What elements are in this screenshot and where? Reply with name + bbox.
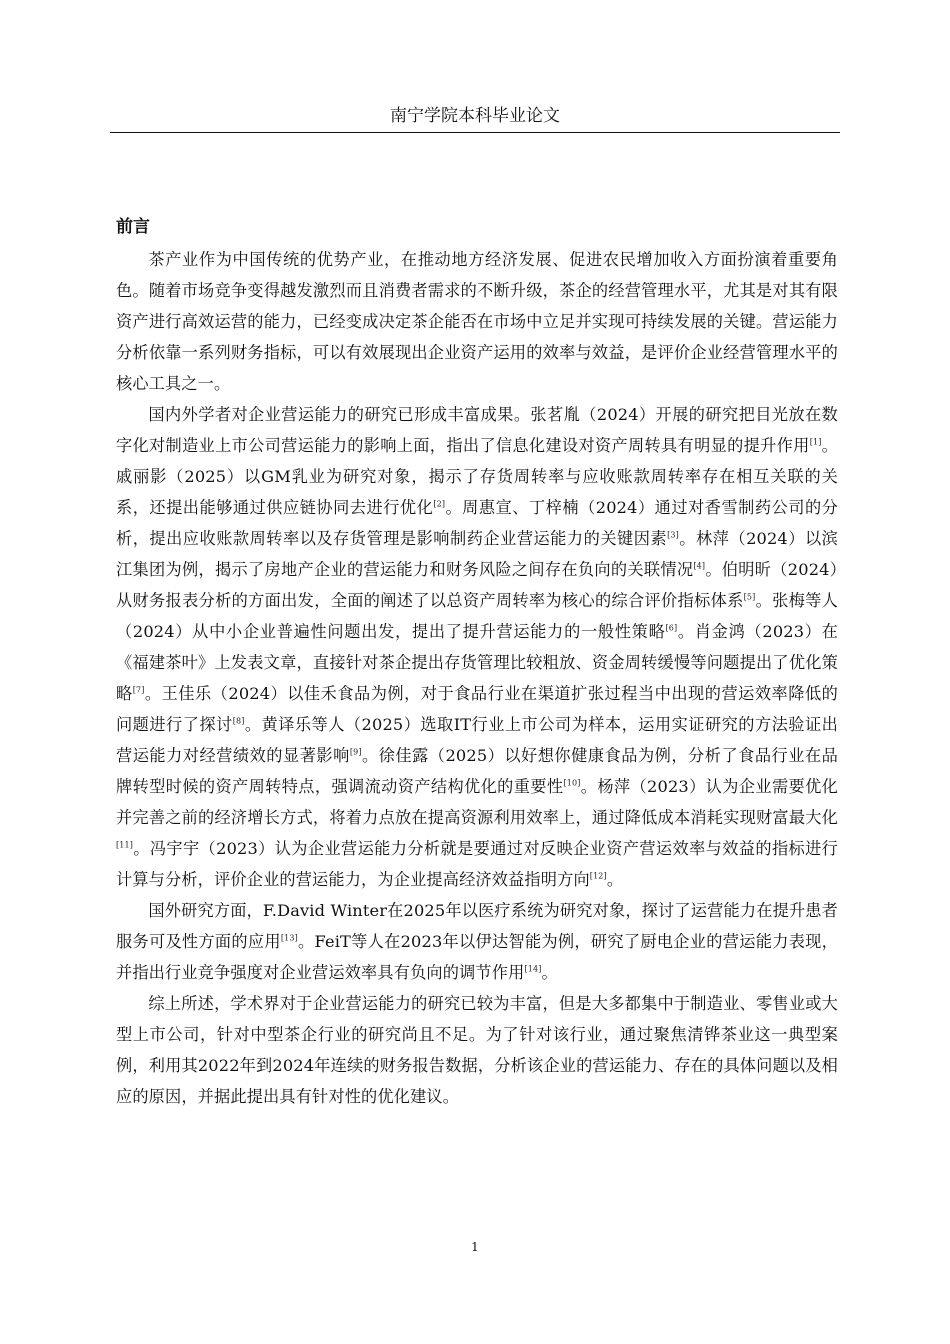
paragraph (116, 988, 838, 1112)
paragraph-text: 。林萍（2024）以滨江集团为例，揭示了房地产企业的营运能力和财务风险之间存在负向的关联情况 (116, 529, 838, 579)
citation-ref: [11] (116, 840, 134, 850)
citation-ref: [13] (280, 933, 298, 943)
header-rule (110, 132, 840, 133)
paragraph-text: 。杨萍（2023）认为企业需要优化并完善之前的经济增长方式，将着力点放在提高资源利用效率上，通过降低成本消耗实现财富最大化 (116, 777, 838, 827)
citation-ref: [1] (809, 437, 822, 447)
paragraph-text: 。肖金鸿（2023）在《福建茶叶》上发表文章，直接针对茶企提出存货管理比较粗放、资金周转缓慢等问题提出了优化策略 (116, 622, 838, 703)
citation-ref: [7] (132, 685, 145, 695)
paragraph-text: 国内外学者对企业营运能力的研究已形成丰富成果。张茗胤（2024）开展的研究把目光放在数字化对制造业上市公司营运能力的影响上面，指出了信息化建设对资产周转具有明显的提升作用 (116, 405, 838, 455)
running-header-title: 南宁学院本科毕业论文 (390, 106, 560, 126)
citation-ref: [2] (433, 499, 446, 509)
paragraph-text: 。FeiT等人在2023年以伊达智能为例，研究了厨电企业的营运能力表现，并指出行业竞争强度对企业营运效率具有负向的调节作用 (116, 932, 839, 982)
paragraph-text: 。戚丽影（2025）以GM乳业为研究对象，揭示了存货周转率与应收账款周转率存在相互关联的关系，还提出能够通过供应链协同去进行优化 (116, 436, 839, 517)
paragraph-text: 。徐佳露（2025）以好想你健康食品为例，分析了食品行业在品牌转型时候的资产周转特点，强调流动资产结构优化的重要性 (116, 746, 838, 796)
paragraph-text: 国外研究方面，F.David Winter在2025年以医疗系统为研究对象，探讨了运营能力在提升患者服务可及性方面的应用 (116, 901, 838, 951)
paragraph-text: 。冯宇宇（2023）认为企业营运能力分析就是要通过对反映企业资产营运效率与效益的指标进行计算与分析，评价企业的营运能力，为企业提高经济效益指明方向 (116, 839, 838, 889)
citation-ref: [12] (589, 871, 607, 881)
paragraph (116, 895, 838, 988)
paragraph-text: 。伯明昕（2024）从财务报表分析的方面出发，全面的阐述了以总资产周转率为核心的综合评价指标体系 (116, 560, 838, 610)
paragraph-text: 。王佳乐（2024）以佳禾食品为例，对于食品行业在渠道扩张过程当中出现的营运效率降低的问题进行了探讨 (116, 684, 838, 734)
citation-ref: [10] (563, 778, 581, 788)
paragraph (116, 244, 838, 399)
paragraph-text: 。 (541, 963, 558, 982)
paragraph-text: 。 (606, 870, 624, 889)
paragraph-text: 。周惠宣、丁梓楠（2024）通过对香雪制药公司的分析，提出应收账款周转率以及存货管理是影响制药企业营运能力的关键因素 (116, 498, 838, 548)
citation-ref: [9] (349, 747, 362, 757)
page-number: 1 (471, 1240, 479, 1254)
paragraph-text: 。黄译乐等人（2025）选取IT行业上市公司为样本，运用实证研究的方法验证出营运能力对经营绩效的显著影响 (116, 715, 838, 765)
section-heading: 前言 (116, 217, 150, 237)
citation-ref: [6] (665, 623, 678, 633)
paragraph-text: 综上所述，学术界对于企业营运能力的研究已较为丰富，但是大多都集中于制造业、零售业或大型上市公司，针对中型茶企行业的研究尚且不足。为了针对该行业，通过聚焦清铧茶业这一典型案例，利用其2022年到2024年连续的财务报告数据，分析该企业的营运能力、存在的具体问题以及相应的原因，并据此提出具有针对性的优化建议。 (116, 994, 838, 1106)
citation-ref: [4] (693, 561, 706, 571)
citation-ref: [8] (232, 716, 245, 726)
paragraph-text: 。张梅等人（2024）从中小企业普遍性问题出发，提出了提升营运能力的一般性策略 (116, 591, 839, 641)
page-content (116, 212, 838, 1112)
citation-ref: [5] (743, 592, 756, 602)
paragraph-text: 茶产业作为中国传统的优势产业，在推动地方经济发展、促进农民增加收入方面扮演着重要角色。随着市场竞争变得越发激烈而且消费者需求的不断升级，茶企的经营管理水平，尤其是对其有限资产进行高效运营的能力，已经变成决定茶企能否在市场中立足并实现可持续发展的关键。营运能力分析依靠一系列财务指标，可以有效展现出企业资产运用的效率与效益，是评价企业经营管理水平的核心工具之一。 (116, 250, 838, 393)
paragraph (116, 399, 838, 895)
citation-ref: [14] (524, 964, 542, 974)
citation-ref: [3] (667, 530, 679, 540)
body-text (116, 244, 838, 1112)
